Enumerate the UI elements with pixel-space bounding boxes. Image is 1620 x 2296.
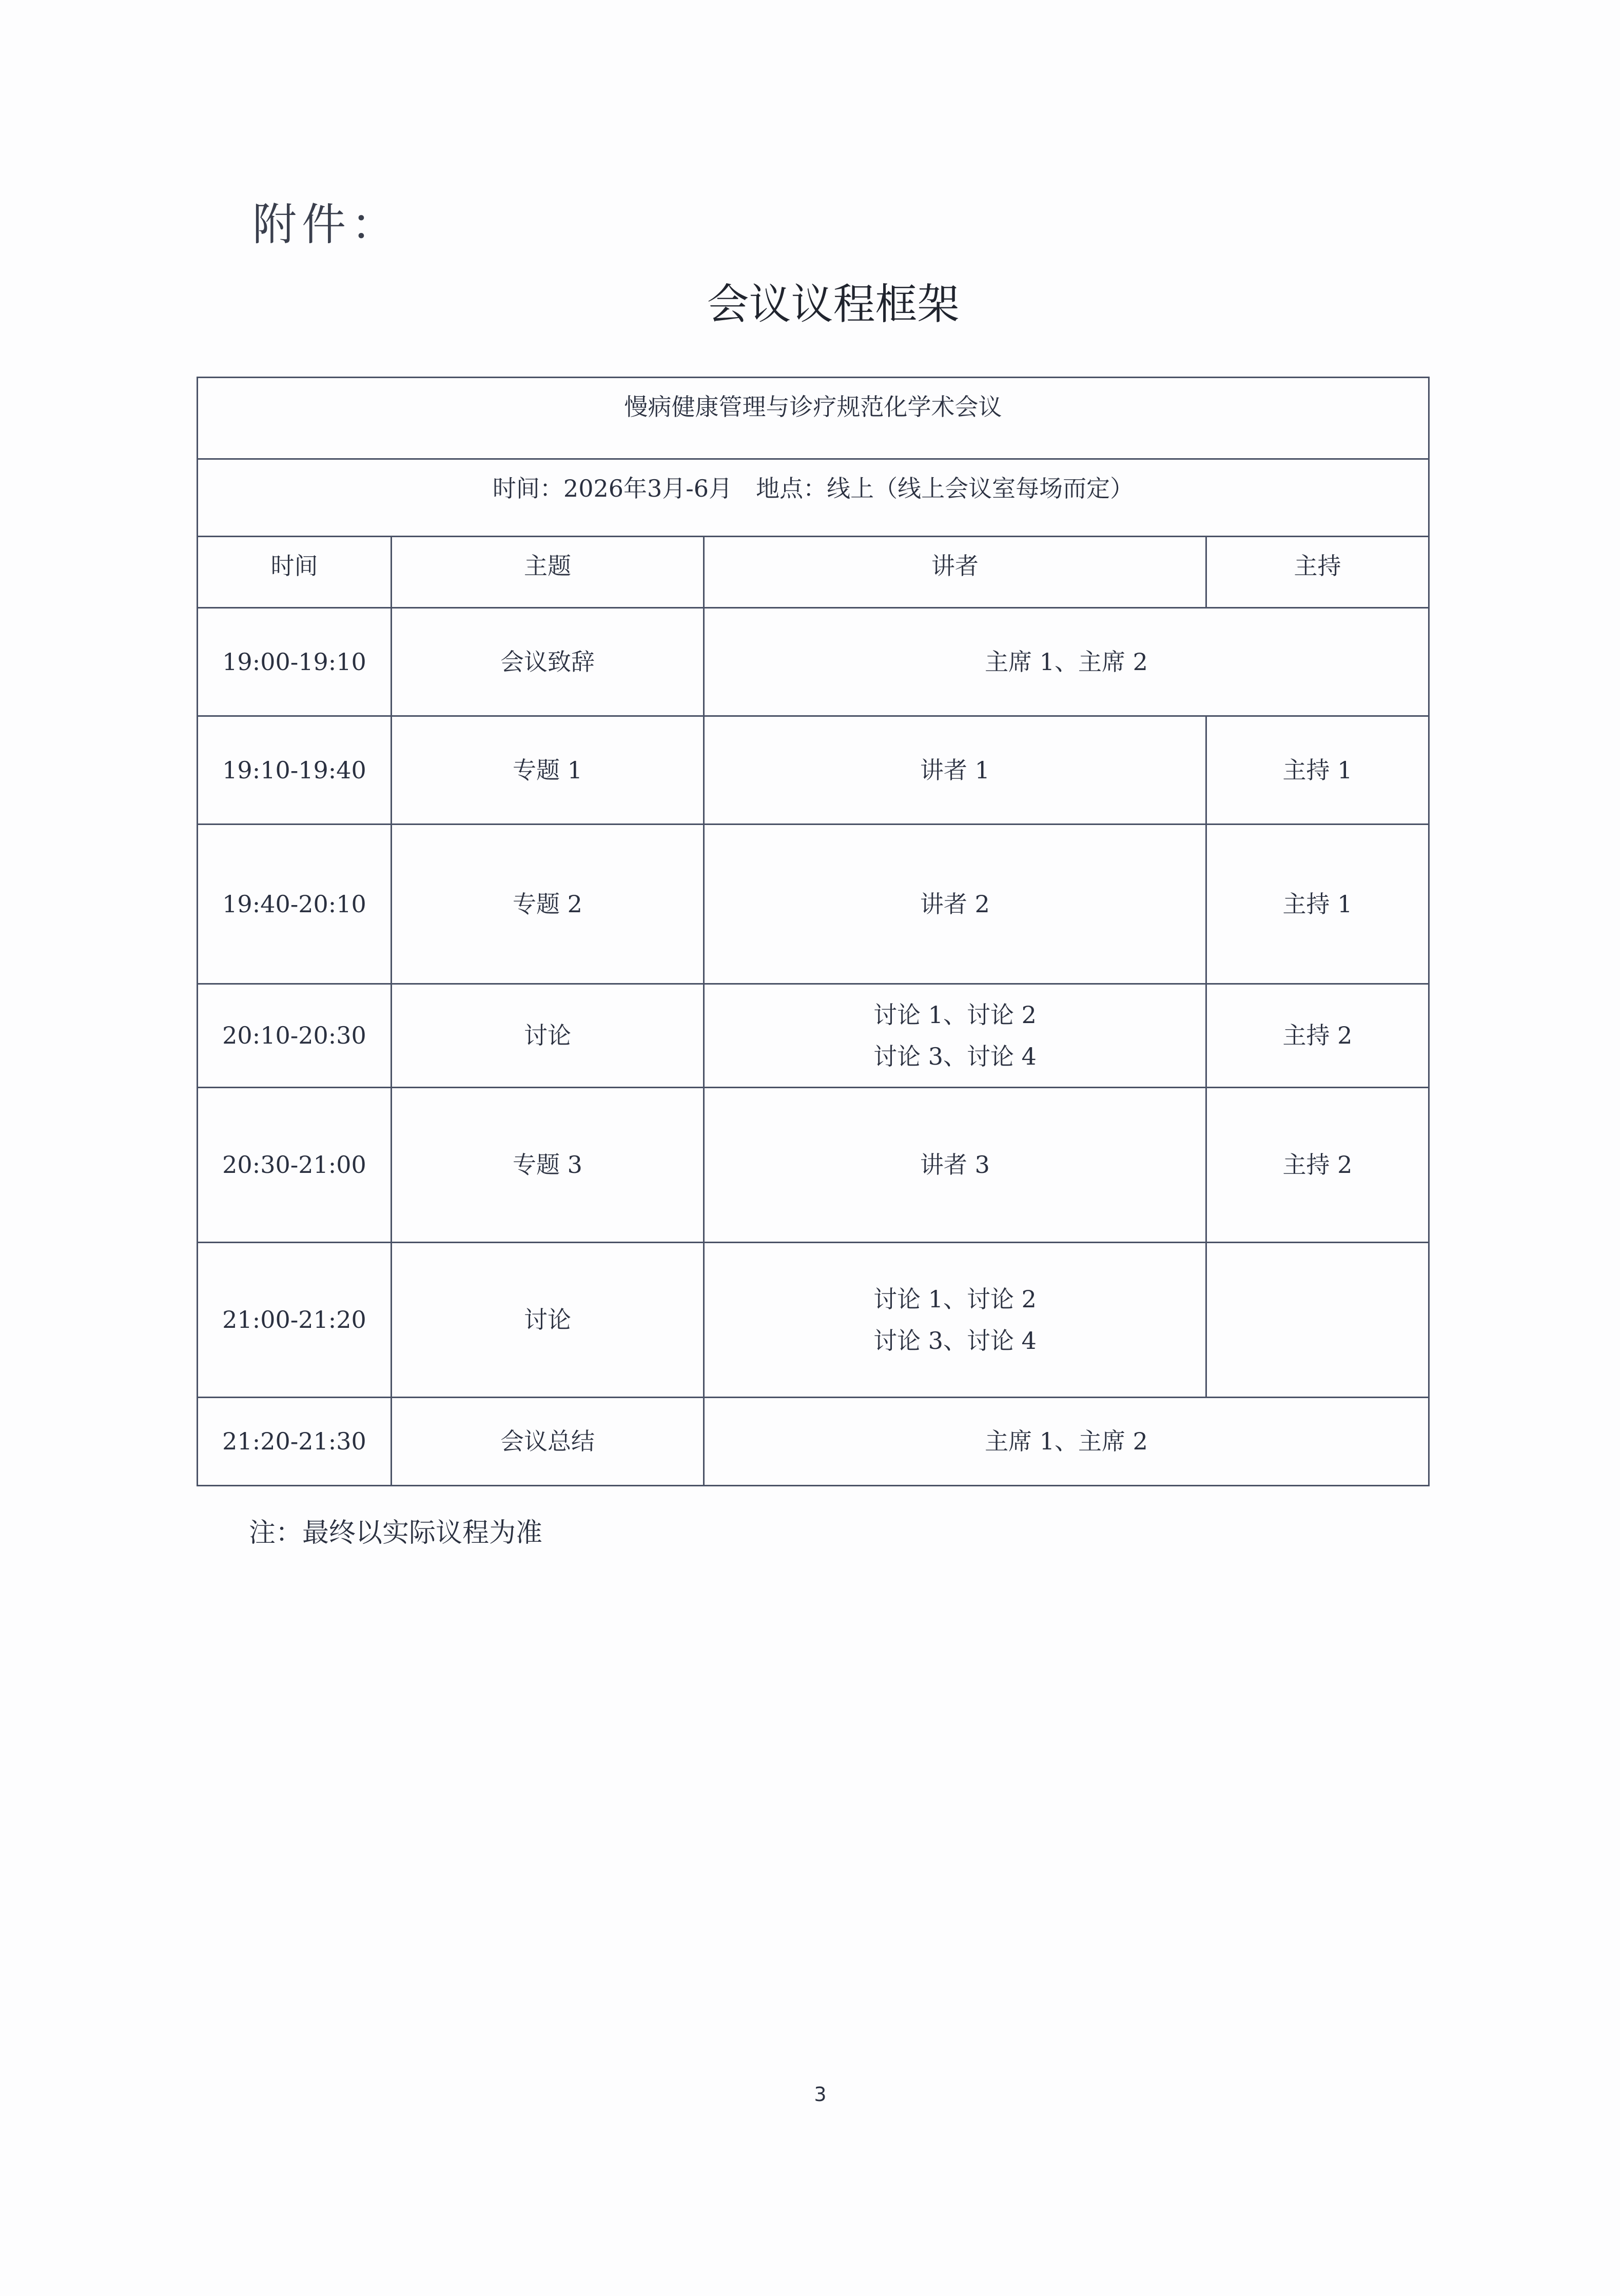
row-speaker [704, 1243, 1206, 1398]
row-time: 19:00-19:10 [198, 608, 392, 716]
speaker-line: 讨论 3、讨论 4 [873, 1042, 1037, 1070]
row-speaker: 讲者 1 [704, 716, 1206, 825]
column-header-time: 时间 [198, 537, 392, 608]
row-speaker: 讲者 2 [704, 825, 1206, 984]
row-host: 主持 2 [1206, 984, 1429, 1088]
row-host: 主持 1 [1206, 825, 1429, 984]
meeting-name: 慢病健康管理与诊疗规范化学术会议 [198, 378, 1429, 459]
row-topic: 专题 1 [392, 716, 704, 825]
footnote: 注：最终以实际议程为准 [249, 1518, 543, 1548]
table-row [198, 1243, 1429, 1398]
row-topic: 讨论 [392, 1243, 704, 1398]
document-title: 会议议程框架 [707, 280, 960, 329]
attachment-label: 附件： [252, 199, 400, 250]
row-host: 主持 2 [1206, 1088, 1429, 1243]
row-topic: 会议总结 [392, 1398, 704, 1486]
row-time: 19:40-20:10 [198, 825, 392, 984]
header-row [198, 537, 1429, 608]
speaker-line: 讨论 1、讨论 2 [873, 1001, 1037, 1029]
column-header-speaker: 讲者 [704, 537, 1206, 608]
speaker-line: 讨论 3、讨论 4 [873, 1326, 1037, 1355]
meeting-info-row [198, 459, 1429, 537]
row-host: 主持 1 [1206, 716, 1429, 825]
agenda-table [197, 377, 1430, 1486]
row-topic: 专题 2 [392, 825, 704, 984]
row-speaker: 讲者 3 [704, 1088, 1206, 1243]
table-row [198, 716, 1429, 825]
page-number: 3 [814, 2083, 827, 2106]
meeting-name-row [198, 378, 1429, 459]
row-time: 19:10-19:40 [198, 716, 392, 825]
row-host [1206, 1243, 1429, 1398]
row-time: 21:00-21:20 [198, 1243, 392, 1398]
table-row [198, 608, 1429, 716]
speaker-line: 讨论 1、讨论 2 [873, 1285, 1037, 1313]
meeting-info: 时间：2026年3月-6月 地点：线上（线上会议室每场而定） [198, 459, 1429, 537]
table-row [198, 1088, 1429, 1243]
row-speaker: 主席 1、主席 2 [704, 1398, 1429, 1486]
table-row [198, 1398, 1429, 1486]
column-header-host: 主持 [1206, 537, 1429, 608]
table-row [198, 825, 1429, 984]
column-header-topic: 主题 [392, 537, 704, 608]
row-speaker: 主席 1、主席 2 [704, 608, 1429, 716]
row-time: 21:20-21:30 [198, 1398, 392, 1486]
row-topic: 会议致辞 [392, 608, 704, 716]
row-speaker [704, 984, 1206, 1088]
table-row [198, 984, 1429, 1088]
row-topic: 讨论 [392, 984, 704, 1088]
row-time: 20:30-21:00 [198, 1088, 392, 1243]
row-time: 20:10-20:30 [198, 984, 392, 1088]
row-topic: 专题 3 [392, 1088, 704, 1243]
